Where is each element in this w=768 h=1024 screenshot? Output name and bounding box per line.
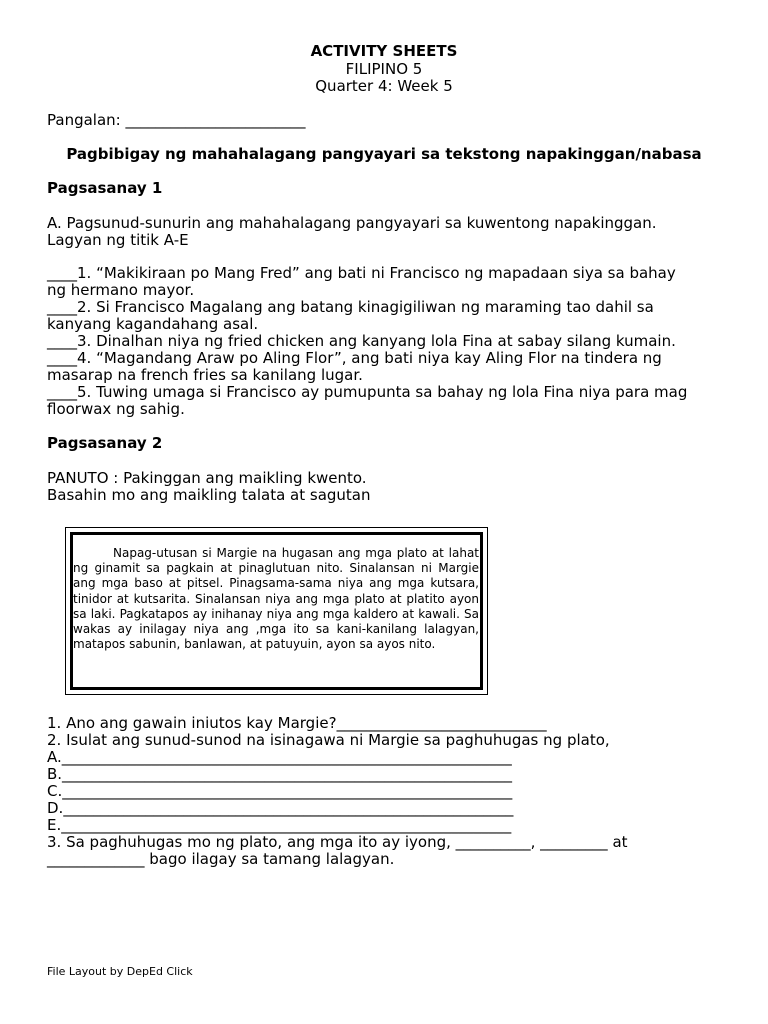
exercise1-item: ____1. “Makikiraan po Mang Fred” ang bati ni Francisco ng mapadaan siya sa bahay	[47, 264, 676, 282]
exercise1-instruction: A. Pagsunud-sunurin ang mahahalagang pangyayari sa kuwentong napakinggan.	[47, 214, 657, 232]
question: 2. Isulat ang sunud-sunod na isinagawa ni Margie sa paghuhugas ng plato,	[47, 731, 610, 749]
exercise1-item: ____2. Si Francisco Magalang ang batang kinagigiliwan ng maraming tao dahil sa	[47, 298, 654, 316]
exercise1-item: ng hermano mayor.	[47, 281, 195, 299]
exercise1-item: kanyang kagandahang asal.	[47, 315, 259, 333]
exercise2-heading: Pagsasanay 2	[47, 434, 163, 452]
exercise1-heading: Pagsasanay 1	[47, 179, 163, 197]
subject-label: FILIPINO 5	[345, 60, 423, 78]
exercise1-instruction: Lagyan ng titik A-E	[47, 231, 189, 249]
exercise1-item: masarap na french fries sa kanilang lugar.	[47, 366, 363, 384]
sheet-title: ACTIVITY SHEETS	[310, 42, 458, 60]
question: 3. Sa paghuhugas mo ng plato, ang mga ito ay iyong, __________, _________ at	[47, 833, 628, 851]
exercise1-item: ____3. Dinalhan niya ng fried chicken ang kanyang lola Fina at sabay silang kumain.	[47, 332, 676, 350]
reading-passage: Napag-utusan si Margie na hugasan ang mga plato at lahat ng ginamit sa pagkain at pinaglutuan nito. Sinalansan ni Margie ang mga baso at pitsel. Pinagsama-sama niya ang mga kutsara, tinidor at kutsarita. Sinalansan niya ang mga plato at platito ayon sa laki. Pagkatapos ay inihanay niya ang mga kaldero at kawali. Sa wakas ay inilagay niya ang ,mga ito sa kani-kanilang lalagyan, matapos sabunin, banlawan, at patuyuin, ayon sa ayos nito.	[73, 546, 479, 652]
exercise2-directions: Basahin mo ang maikling talata at sagutan	[47, 486, 371, 504]
answer-line: D.____________________________________________________________	[47, 799, 514, 817]
exercise1-item: floorwax ng sahig.	[47, 400, 185, 418]
question: 1. Ano ang gawain iniutos kay Margie?____________________________	[47, 714, 547, 732]
lesson-topic: Pagbibigay ng mahahalagang pangyayari sa tekstong napakinggan/nabasa	[66, 145, 702, 163]
exercise2-directions: PANUTO : Pakinggan ang maikling kwento.	[47, 469, 367, 487]
question: _____________ bago ilagay sa tamang lalagyan.	[47, 850, 395, 868]
answer-line: C.____________________________________________________________	[47, 782, 513, 800]
exercise1-item: ____5. Tuwing umaga si Francisco ay pumupunta sa bahay ng lola Fina niya para mag	[47, 383, 688, 401]
quarter-label: Quarter 4: Week 5	[315, 77, 453, 95]
exercise1-item: ____4. “Magandang Araw po Aling Flor”, ang bati niya kay Aling Flor na tindera ng	[47, 349, 662, 367]
answer-line: E.____________________________________________________________	[47, 816, 512, 834]
name-field[interactable]: Pangalan: ________________________	[47, 111, 306, 129]
footer-credit: File Layout by DepEd Click	[47, 965, 193, 978]
answer-line: A.____________________________________________________________	[47, 748, 512, 766]
answer-line: B.____________________________________________________________	[47, 765, 513, 783]
